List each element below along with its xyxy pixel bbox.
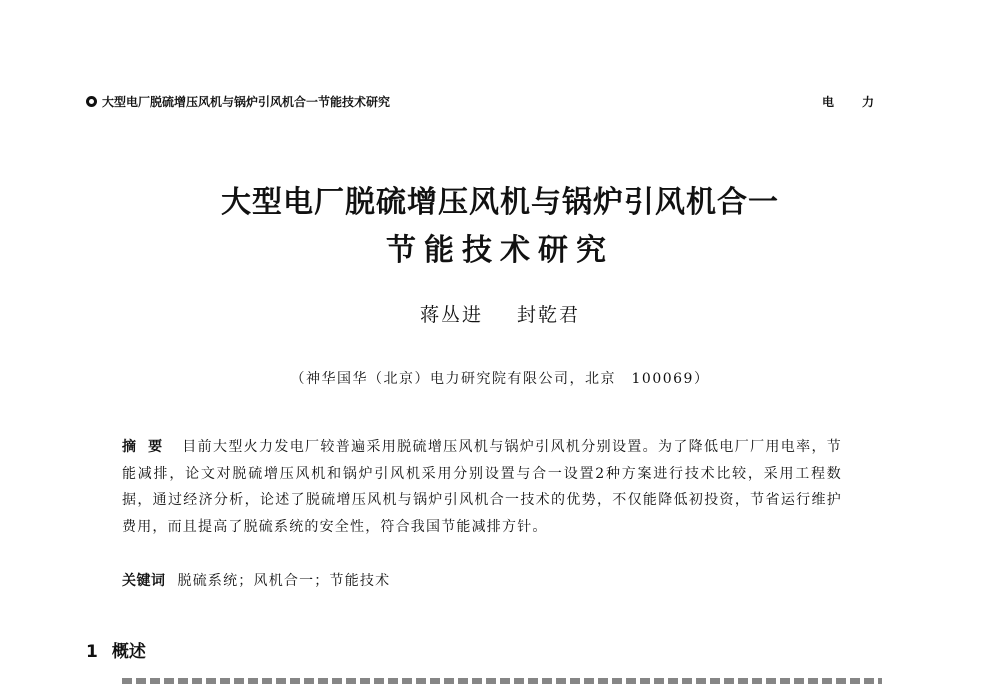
abstract-text: 目前大型火力发电厂较普遍采用脱硫增压风机与锅炉引风机分别设置。为了降低电厂厂用电率，节能减排，论文对脱硫增压风机和锅炉引风机采用分别设置与合一设置2种方案进行技术比较，采用工程数据，通过经济分析，论述了脱硫增压风机与锅炉引风机合一技术的优势，不仅能降低初投资，节省运行维护费用，而且提高了脱硫系统的安全性，符合我国节能减排方针。: [122, 439, 842, 535]
running-title-text: 大型电厂脱硫增压风机与锅炉引风机合一节能技术研究: [102, 94, 391, 109]
section-number: 1: [86, 642, 98, 662]
running-title: [86, 93, 390, 110]
keywords-label: 关键词: [122, 573, 166, 589]
article-title-line2: 节能技术研究: [386, 233, 614, 268]
section-heading: [86, 637, 146, 662]
bullet-icon: [86, 96, 97, 107]
affiliation: （神华国华（北京）电力研究院有限公司，北京 100069）: [290, 371, 710, 387]
author-name: 封乾君: [517, 304, 581, 326]
author-name: 蒋丛进: [419, 304, 483, 326]
running-header: [86, 91, 902, 111]
abstract-label: 摘要: [122, 439, 175, 455]
section-title: 概述: [111, 642, 146, 662]
truncated-text-line: [122, 678, 882, 684]
author-list: [0, 300, 1000, 327]
abstract: [122, 434, 842, 540]
journal-name: 电力: [821, 94, 902, 109]
keywords: [122, 570, 390, 590]
keywords-text: 脱硫系统；风机合一；节能技术: [177, 573, 391, 589]
article-title-line1: 大型电厂脱硫增压风机与锅炉引风机合一: [221, 185, 779, 220]
